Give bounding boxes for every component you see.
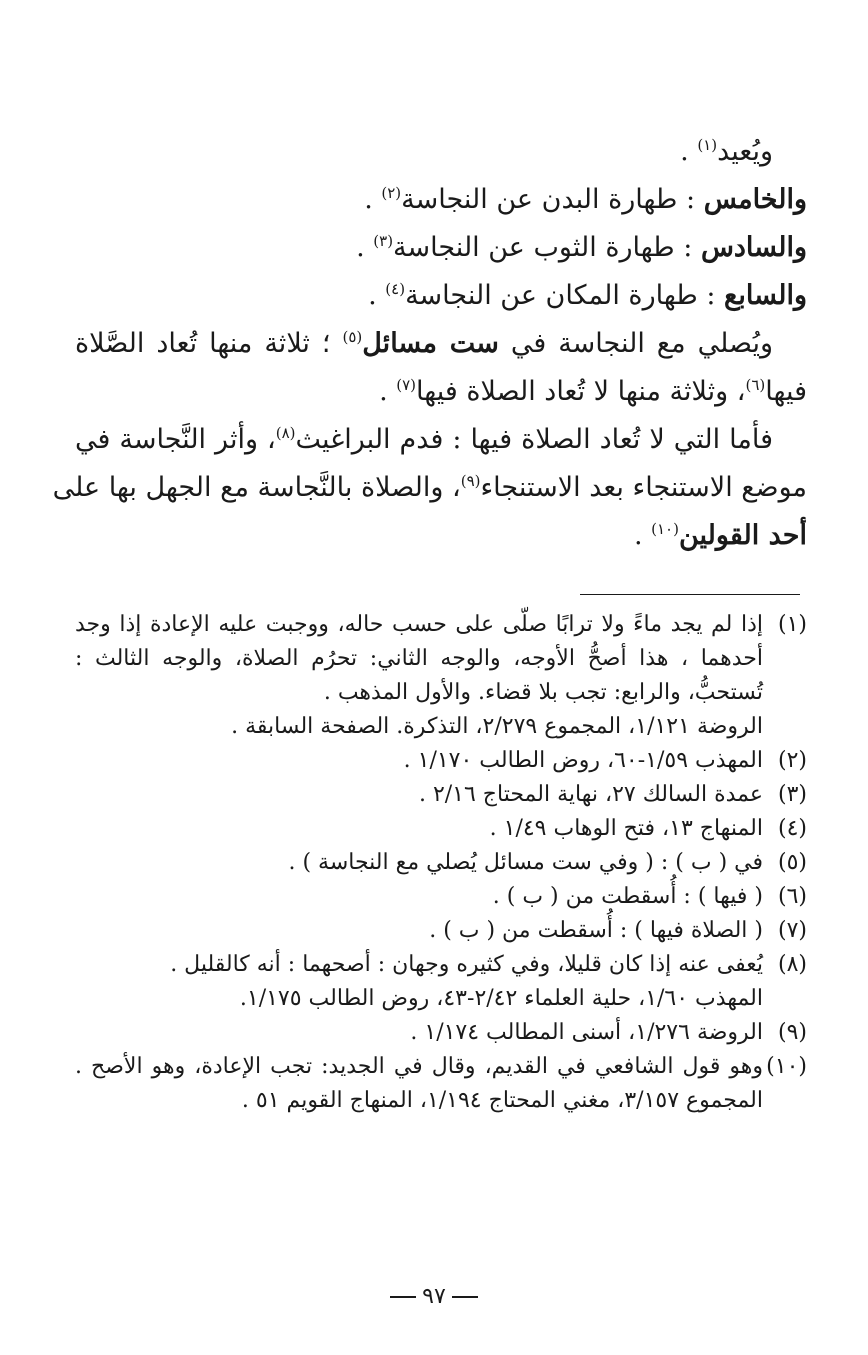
footnote-ref-8: (٨): [275, 424, 296, 442]
footnote-7: [75, 914, 807, 948]
footnote-text: تُستحبُّ، والرابع: تجب بلا قضاء. والأول المذهب .: [323, 680, 763, 705]
footnote-ref-4: (٤): [385, 280, 406, 298]
footnote-8: [75, 948, 807, 982]
footnote-ref-9: (٩): [460, 472, 481, 490]
footnote-text: أحدهما ، هذا أصحُّ الأوجه، والوجه الثاني: تحرُم الصلاة، والوجه الثالث :: [75, 646, 763, 671]
footnotes: [75, 608, 807, 1118]
footnote-text: الروضة ١/١٢١، المجموع ٢/٢٧٩، التذكرة. الصفحة السابقة .: [231, 714, 763, 739]
footnote-10: [75, 1050, 807, 1084]
text-line-9: أحد القولين$^{(١٠)}$ .: [633, 520, 807, 551]
footnote-text: عمدة السالك ٢٧، نهاية المحتاج ٢/١٦ .: [418, 782, 763, 807]
footnote-text: ( فيها ) : أُسقطت من ( ب ) .: [492, 884, 763, 909]
footnote-text: ( الصلاة فيها ) : أُسقطت من ( ب ) .: [429, 918, 763, 943]
footnote-6: [75, 880, 807, 914]
footnote-1: [75, 608, 807, 642]
footnote-text: المنهاج ١٣، فتح الوهاب ١/٤٩ .: [489, 816, 763, 841]
footnote-text: الروضة ١/٢٧٦، أسنى المطالب ١/١٧٤ .: [410, 1020, 763, 1045]
footnote-text: المجموع ٣/١٥٧، مغني المحتاج ١/١٩٤، المنهاج القويم ٥١ .: [241, 1088, 763, 1113]
footnote-1-cont: [75, 676, 807, 710]
footnote-number: (٣): [777, 782, 807, 807]
footnote-10-cont: [75, 1084, 807, 1118]
footnote-number: (١٠): [766, 1054, 807, 1079]
footnote-number: (٩): [777, 1020, 807, 1045]
text-line-7: فأما التي لا تُعاد الصلاة فيها : فدم البراغيث$^{(٨)}$، وأثر النَّجاسة في: [75, 424, 773, 455]
footnote-text: المهذب ١/٥٩-٦٠، روض الطالب ١/١٧٠ .: [403, 748, 763, 773]
footnote-number: (٤): [777, 816, 807, 841]
footnote-ref-5: (٥): [342, 328, 363, 346]
footnote-1-cont: [75, 642, 807, 676]
footnote-ref-2: (٢): [381, 184, 402, 202]
footnote-1-cont: [75, 710, 807, 744]
text-line-4: والسابع : طهارة المكان عن النجاسة$^{(٤)}$ .: [368, 280, 807, 311]
footnote-9: [75, 1016, 807, 1050]
text-line-1: ويُعيد$^{(١)}$ .: [680, 136, 773, 167]
footnote-8-cont: [75, 982, 807, 1016]
footnote-number: (١): [777, 612, 807, 637]
footnote-number: (٢): [777, 748, 807, 773]
footnote-ref-3: (٣): [373, 232, 394, 250]
footnote-ref-6: (٦): [745, 376, 766, 394]
text-line-3: والسادس : طهارة الثوب عن النجاسة$^{(٣)}$ .: [356, 232, 807, 263]
footnote-ref-10: (١٠): [651, 520, 679, 538]
footnote-3: [75, 778, 807, 812]
text-line-8: موضع الاستنجاء بعد الاستنجاء$^{(٩)}$، والصلاة بالنَّجاسة مع الجهل بها على: [52, 472, 807, 503]
page-number: ٩٧: [0, 1282, 868, 1312]
footnote-number: (٨): [777, 952, 807, 977]
footnote-5: [75, 846, 807, 880]
text-line-6: فيها$^{(٦)}$، وثلاثة منها لا تُعاد الصلاة فيها$^{(٧)}$ .: [379, 376, 807, 407]
footnote-number: (٧): [777, 918, 807, 943]
footnote-2: [75, 744, 807, 778]
footnote-text: في ( ب ) : ( وفي ست مسائل يُصلي مع النجاسة ) .: [288, 850, 763, 875]
footnote-number: (٦): [777, 884, 807, 909]
footnote-separator: [580, 594, 800, 595]
footnote-4: [75, 812, 807, 846]
footnote-ref-1: (١): [697, 136, 718, 154]
footnote-text: إذا لم يجد ماءً ولا ترابًا صلّى على حسب حاله، ووجبت عليه الإعادة إذا وجد: [75, 612, 763, 637]
footnote-text: وهو قول الشافعي في القديم، وقال في الجديد: تجب الإعادة، وهو الأصح .: [75, 1054, 763, 1079]
text-line-5: ويُصلي مع النجاسة في ست مسائل$^{(٥)}$ ؛ ثلاثة منها تُعاد الصَّلاة: [75, 328, 773, 359]
footnote-ref-7: (٧): [396, 376, 417, 394]
text-line-2: والخامس : طهارة البدن عن النجاسة$^{(٢)}$ .: [364, 184, 807, 215]
footnote-text: المهذب ١/٦٠، حلية العلماء ٢/٤٢-٤٣، روض الطالب ١/١٧٥.: [239, 986, 763, 1011]
footnote-text: يُعفى عنه إذا كان قليلا، وفي كثيره وجهان : أصحهما : أنه كالقليل .: [170, 952, 763, 977]
main-text: [52, 128, 807, 560]
footnote-number: (٥): [777, 850, 807, 875]
